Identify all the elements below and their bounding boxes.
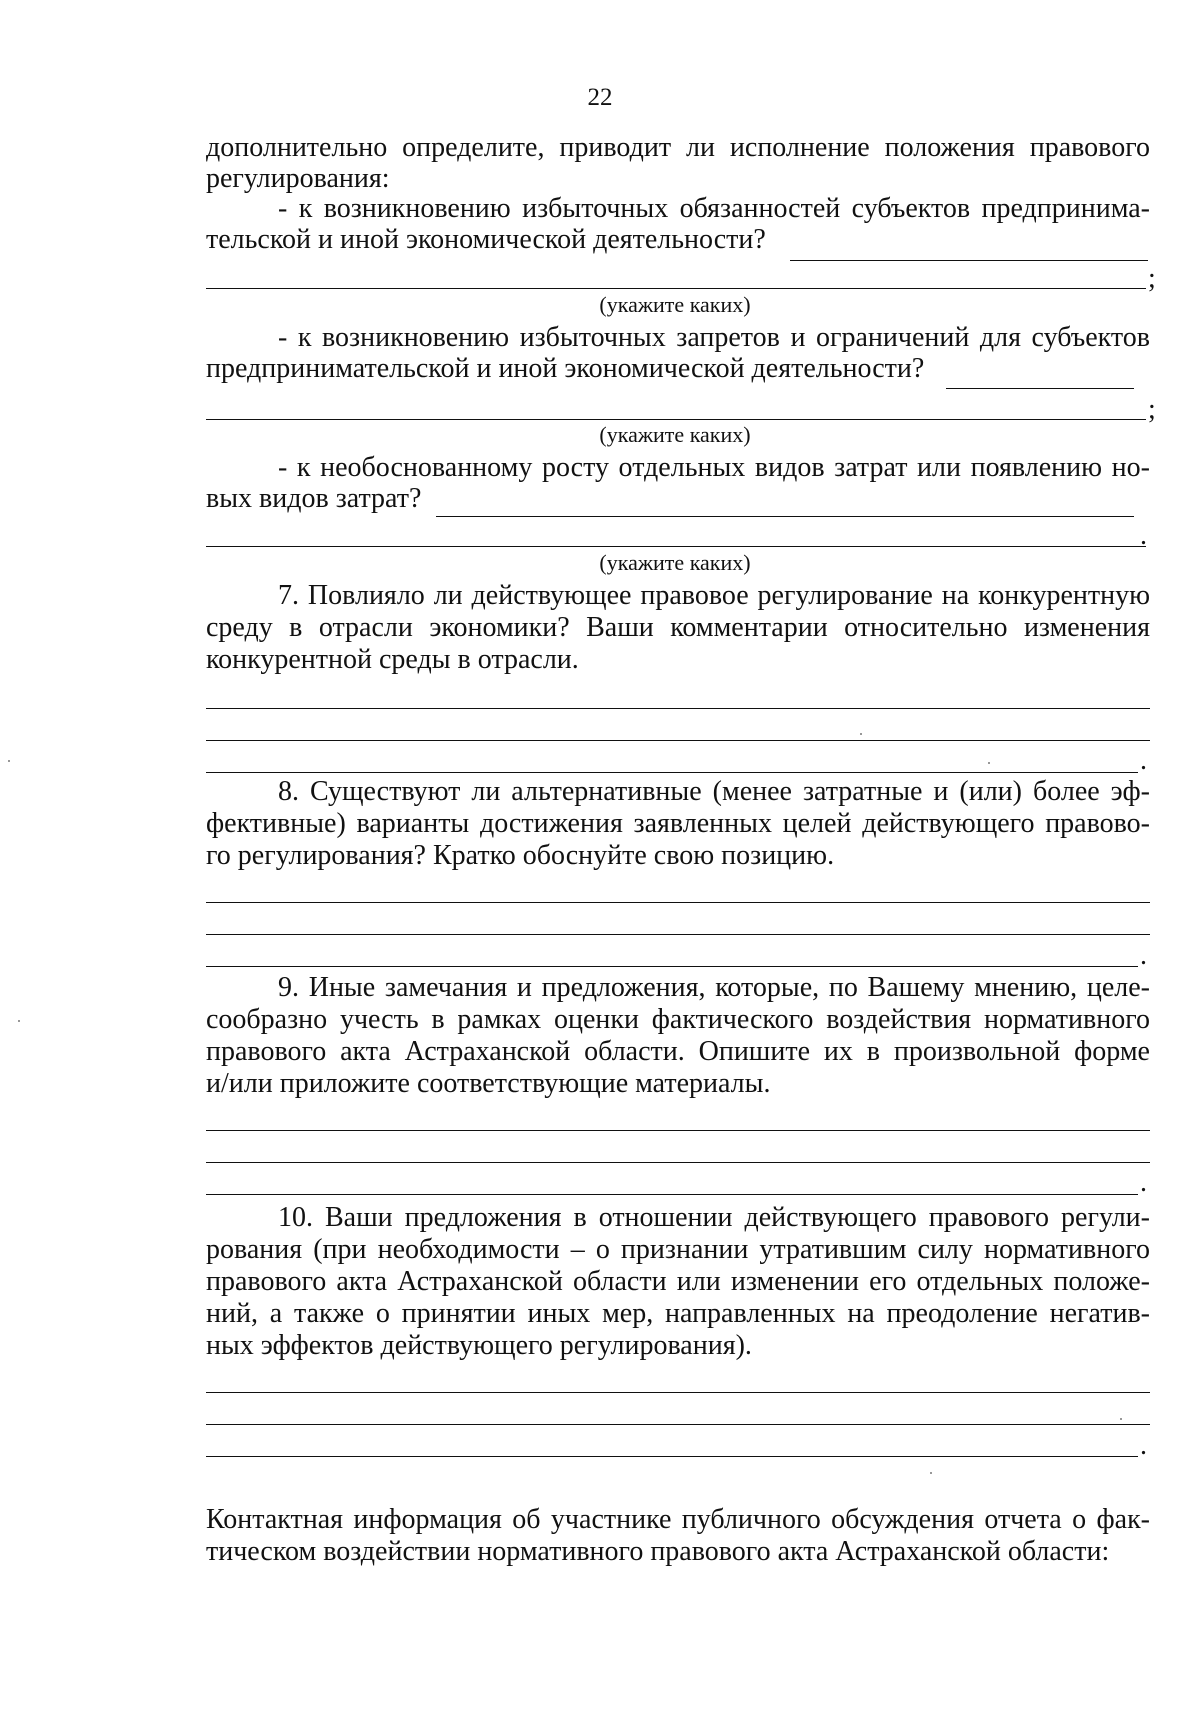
scan-speck [18, 1020, 20, 1022]
hint-caption: (укажите каких) [599, 422, 751, 447]
answer-line[interactable] [206, 934, 1150, 935]
answer-line[interactable] [436, 516, 1134, 517]
period-mark: . [1140, 1430, 1147, 1461]
q10-line-4: ний, а также о принятии иных мер, направленных на преодоление негатив- [206, 1298, 1150, 1329]
answer-line[interactable] [206, 546, 1146, 547]
answer-line[interactable] [206, 740, 1150, 741]
scan-speck [8, 760, 10, 762]
item-c-line-1: - к необоснованному росту отдельных видов затрат или появлению но- [278, 452, 1150, 483]
answer-line[interactable] [206, 1194, 1138, 1195]
period-mark: . [1140, 1167, 1147, 1198]
scan-speck [860, 733, 862, 735]
semicolon-mark: ; [1148, 394, 1156, 425]
intro-line-2: регулирования: [206, 163, 390, 194]
scan-speck [930, 1472, 932, 1474]
scan-speck [988, 762, 990, 764]
answer-line[interactable] [206, 708, 1150, 709]
q10-line-3: правового акта Астраханской области или изменении его отдельных положе- [206, 1266, 1150, 1297]
q8-line-3: го регулирования? Кратко обоснуйте свою позицию. [206, 840, 835, 871]
contact-line-1: Контактная информация об участнике публичного обсуждения отчета о фак- [206, 1504, 1150, 1535]
q7-line-2: среду в отрасли экономики? Ваши комментарии относительно изменения [206, 612, 1150, 643]
item-b-line-1: - к возникновению избыточных запретов и ограничений для субъектов [278, 322, 1150, 353]
q10-line-5: ных эффектов действующего регулирования). [206, 1330, 752, 1361]
answer-line[interactable] [206, 1162, 1150, 1163]
answer-line[interactable] [206, 966, 1138, 967]
answer-line[interactable] [206, 1392, 1150, 1393]
q7-line-3: конкурентной среды в отрасли. [206, 644, 579, 675]
item-c-line-2 [206, 483, 1150, 515]
q8-line-1: 8. Существуют ли альтернативные (менее затратные и (или) более эф- [278, 776, 1150, 807]
hint-caption: (укажите каких) [599, 292, 751, 317]
q9-line-4: и/или приложите соответствующие материалы. [206, 1068, 771, 1099]
item-b-line-2 [206, 353, 1150, 385]
answer-line[interactable] [206, 1130, 1150, 1131]
q10-line-2: рования (при необходимости – о признании утратившим силу нормативного [206, 1234, 1150, 1265]
q9-line-2: сообразно учесть в рамках оценки фактического воздействия нормативного [206, 1004, 1150, 1035]
answer-line[interactable] [206, 902, 1150, 903]
q10-line-1: 10. Ваши предложения в отношении действующего правового регули- [278, 1202, 1150, 1233]
answer-line[interactable] [206, 288, 1146, 289]
item-a-line-2-text: тельской и иной экономической деятельности? [206, 224, 766, 255]
answer-line[interactable] [790, 260, 1148, 261]
q8-line-2: фективные) варианты достижения заявленных целей действующего правово- [206, 808, 1150, 839]
intro-line-1: дополнительно определите, приводит ли исполнение положения правового [206, 132, 1150, 163]
semicolon-mark: ; [1148, 263, 1156, 294]
answer-line[interactable] [946, 388, 1134, 389]
answer-line[interactable] [206, 419, 1146, 420]
q9-line-3: правового акта Астраханской области. Опишите их в произвольной форме [206, 1036, 1150, 1067]
scan-speck [1120, 1418, 1122, 1420]
item-b-line-2-text: предпринимательской и иной экономической деятельности? [206, 353, 925, 384]
item-a-line-2 [206, 224, 1150, 256]
item-c-line-2-text: вых видов затрат? [206, 483, 422, 514]
contact-line-2: тическом воздействии нормативного правового акта Астраханской области: [206, 1536, 1110, 1567]
item-a-line-1: - к возникновению избыточных обязанностей субъектов предпринима- [278, 193, 1150, 224]
answer-line[interactable] [206, 1456, 1138, 1457]
period-mark: . [1140, 940, 1147, 971]
q9-line-1: 9. Иные замечания и предложения, которые, по Вашему мнению, целе- [278, 972, 1150, 1003]
answer-line[interactable] [206, 1424, 1150, 1425]
period-mark: . [1140, 745, 1147, 776]
q7-line-1: 7. Повлияло ли действующее правовое регулирование на конкурентную [278, 580, 1150, 611]
answer-line[interactable] [206, 772, 1138, 773]
hint-caption: (укажите каких) [599, 550, 751, 575]
page-number: 22 [587, 84, 613, 111]
period-mark: . [1140, 520, 1147, 551]
